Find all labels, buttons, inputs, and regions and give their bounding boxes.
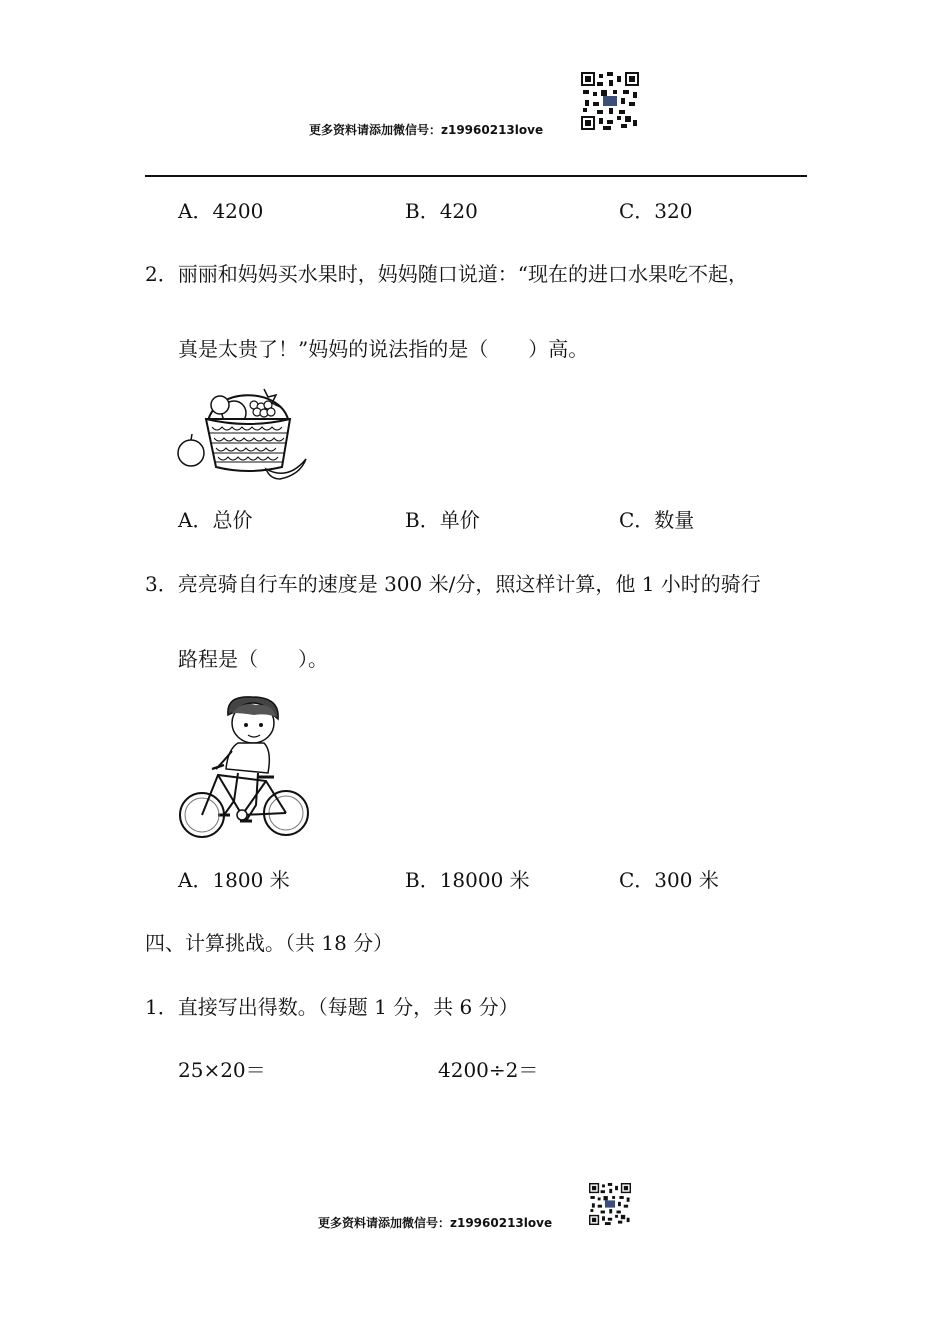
section-4-title: 四、计算挑战。（共 18 分） <box>145 931 394 955</box>
q3-question-line2: 路程是（ ）。 <box>178 647 328 671</box>
q2-question-line1: 2．丽丽和妈妈买水果时，妈妈随口说道：“现在的进口水果吃不起， <box>145 262 748 286</box>
q2-option-a: A．总价 <box>178 508 253 532</box>
header-watermark-text: 更多资料请添加微信号：z19960213love <box>309 123 544 137</box>
section-4-subquestion-1: 1．直接写出得数。（每题 1 分，共 6 分） <box>145 995 519 1019</box>
header-qr-code-icon <box>581 72 639 130</box>
q1-option-a: A．4200 <box>178 199 264 223</box>
q2-option-b: B．单价 <box>405 508 480 532</box>
q2-question-line2: 真是太贵了！”妈妈的说法指的是（ ）高。 <box>178 337 589 361</box>
q3-question-line1: 3．亮亮骑自行车的速度是 300 米/分，照这样计算，他 1 小时的骑行 <box>145 572 761 596</box>
q1-option-c: C．320 <box>619 199 693 223</box>
boy-on-bicycle-illustration <box>176 693 312 841</box>
q1-option-b: B．420 <box>405 199 478 223</box>
footer-watermark-text: 更多资料请添加微信号：z19960213love <box>318 1216 553 1230</box>
q3-option-b: B．18000 米 <box>405 868 530 892</box>
q3-option-a: A．1800 米 <box>178 868 290 892</box>
footer-qr-code-icon <box>589 1183 631 1225</box>
calc-expression-2: 4200÷2＝ <box>438 1058 539 1082</box>
q3-option-c: C．300 米 <box>619 868 719 892</box>
calc-expression-1: 25×20＝ <box>178 1058 266 1082</box>
header-divider <box>145 175 807 177</box>
q2-option-c: C．数量 <box>619 508 695 532</box>
fruit-basket-illustration <box>176 383 312 485</box>
